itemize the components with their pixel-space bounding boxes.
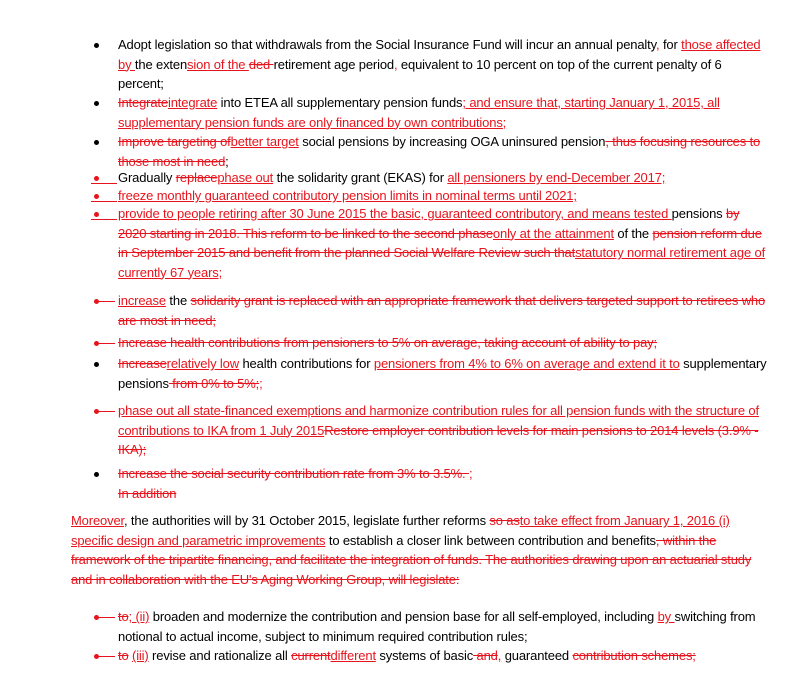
inserted-text: Moreover [71,513,124,528]
body-text: Adopt legislation so that withdrawals from the Social Insurance Fund will incur an annual penalty [118,37,657,52]
deleted-text: pension reform due in September 2015 and benefit from the planned Social Welfare Review such that [118,225,762,260]
inserted-text: only at the attainment [492,225,614,241]
inserted-text: (iii) [132,648,149,663]
body-text: the [165,293,191,308]
inserted-text: those affected by [118,37,761,72]
inserted-text: by [657,609,675,624]
body-text: the exten [134,56,188,72]
body-text: supplementary pensions [118,356,767,391]
list-item [118,333,770,353]
bullet-icon [91,132,113,152]
inserted-text: sion of the [187,56,249,72]
moreover-paragraph [71,511,771,589]
inserted-text: different [330,648,376,663]
deleted-text: by 2020 starting in 2018. This reform to be linked to the second phase [118,206,740,241]
list-item [118,186,770,206]
list-item [118,132,770,171]
deleted-text: current [291,648,331,663]
inserted-text: , [656,37,660,52]
bullet-icon [91,354,113,374]
list-item [118,35,770,94]
deleted-text: Increase the social security contribution rate from 3% to 3.5%. [118,466,469,481]
inserted-text: ; (ii) [128,609,150,624]
list-item [118,354,770,393]
body-text: revise and rationalize all [148,648,292,663]
inserted-text: ; and ensure that, starting January 1, 2015, all supplementary pension funds are only financed by own contributions; [118,95,720,130]
inserted-text: increase [118,293,166,308]
bullet-icon [91,333,113,353]
inserted-text: to take effect from January 1, 2016 (i) specific design and parametric improvements [71,513,730,548]
bullet-icon [91,646,113,666]
body-text: equivalent to 10 percent on top of the current penalty of 6 percent; [118,56,722,91]
sub-list-item [118,646,770,666]
body-text: social pensions by increasing OGA uninsured pension [298,134,606,149]
deleted-text: replace [175,170,218,185]
deleted-text: In addition [118,485,177,501]
body-text: Gradually [118,170,176,185]
body-text: of the [613,225,653,241]
deleted-text: and [473,648,498,663]
list-item [118,204,770,282]
inserted-text: provide to people retiring after 30 June 2015 the basic, guaranteed contributory, and means tested [118,206,672,221]
bullet-icon [91,464,113,484]
deleted-text: contribution schemes; [572,648,696,663]
deleted-text: so as [489,513,520,528]
list-item [118,168,770,188]
deleted-text: Restore employer contribution levels for main pensions to 2014 levels (3.9% - IKA); [118,422,759,457]
list-item [118,464,770,503]
list-item [118,93,770,132]
inserted-text: ; [468,466,473,481]
deleted-text: ded [248,56,274,72]
deleted-text: to [118,648,129,663]
inserted-text: , [393,56,398,72]
list-item [118,401,770,460]
deleted-text: to [118,609,129,624]
sub-list-item [118,607,770,646]
inserted-text: all pensioners by end-December 2017; [447,170,666,185]
bullet-icon [91,401,113,421]
list-item [118,291,770,330]
bullet-icon [91,204,113,224]
body-text: systems of basic [375,648,474,663]
inserted-text: integrate [167,95,218,110]
inserted-text: freeze monthly guaranteed contributory pension limits in nominal terms until 2021; [118,188,577,203]
bullet-icon [91,35,113,55]
body-text: , the authorities will by 31 October 2015, legislate further reforms [124,513,490,528]
inserted-text: phase out [217,170,274,185]
body-text: retirement age period [273,56,394,72]
body-text: to establish a closer link between contribution and benefits [325,532,656,548]
deleted-text: , thus focusing resources to those most in need [118,134,761,169]
deleted-text: , within the framework of the tripartite financing, and facilitate the integration of funds. The authorities drawing upon an actuarial study and in collaboration with the EU's Aging Working Group, will legislate: [71,532,752,587]
bullet-icon [91,93,113,113]
inserted-text: phase out all state-financed exemptions and harmonize contribution rules for all pension funds with the structure of contributions to IKA from 1 July 2015 [118,403,759,438]
body-text: the solidarity grant (EKAS) for [273,170,448,185]
body-text: ; [225,153,229,169]
deleted-text: Increase health contributions from pensioners to 5% on average, taking account of ability to pay; [118,335,657,350]
body-text: guaranteed [501,648,573,663]
inserted-text: pensioners from 4% to 6% on average and extend it to [373,356,680,371]
bullet-icon [91,168,113,188]
body-text: health contributions for [239,356,374,371]
inserted-text: ; [259,375,263,391]
body-text: for [659,37,682,52]
inserted-text: relatively low [166,356,239,371]
body-text: switching from notional to actual income, subject to minimum required contribution rules; [118,609,756,644]
deleted-text: Increase [118,356,167,371]
deleted-text: Improve targeting of [118,134,231,149]
bullet-icon [91,607,113,627]
body-text: broaden and modernize the contribution and pension base for all self-employed, including [149,609,658,624]
inserted-text: statutory normal retirement age of currently 67 years; [118,245,766,280]
deleted-text: Integrate [118,95,168,110]
deleted-text: solidarity grant is replaced with an appropriate framework that delivers targeted support to retirees who are most in need; [118,293,766,328]
bullet-icon [91,291,113,311]
inserted-text: , [497,648,502,663]
inserted-text: better target [230,134,299,149]
bullet-icon [91,186,113,206]
deleted-text: from 0% to 5%; [168,375,260,391]
body-text: into ETEA all supplementary pension funds [217,95,463,110]
body-text: pensions [671,206,726,221]
